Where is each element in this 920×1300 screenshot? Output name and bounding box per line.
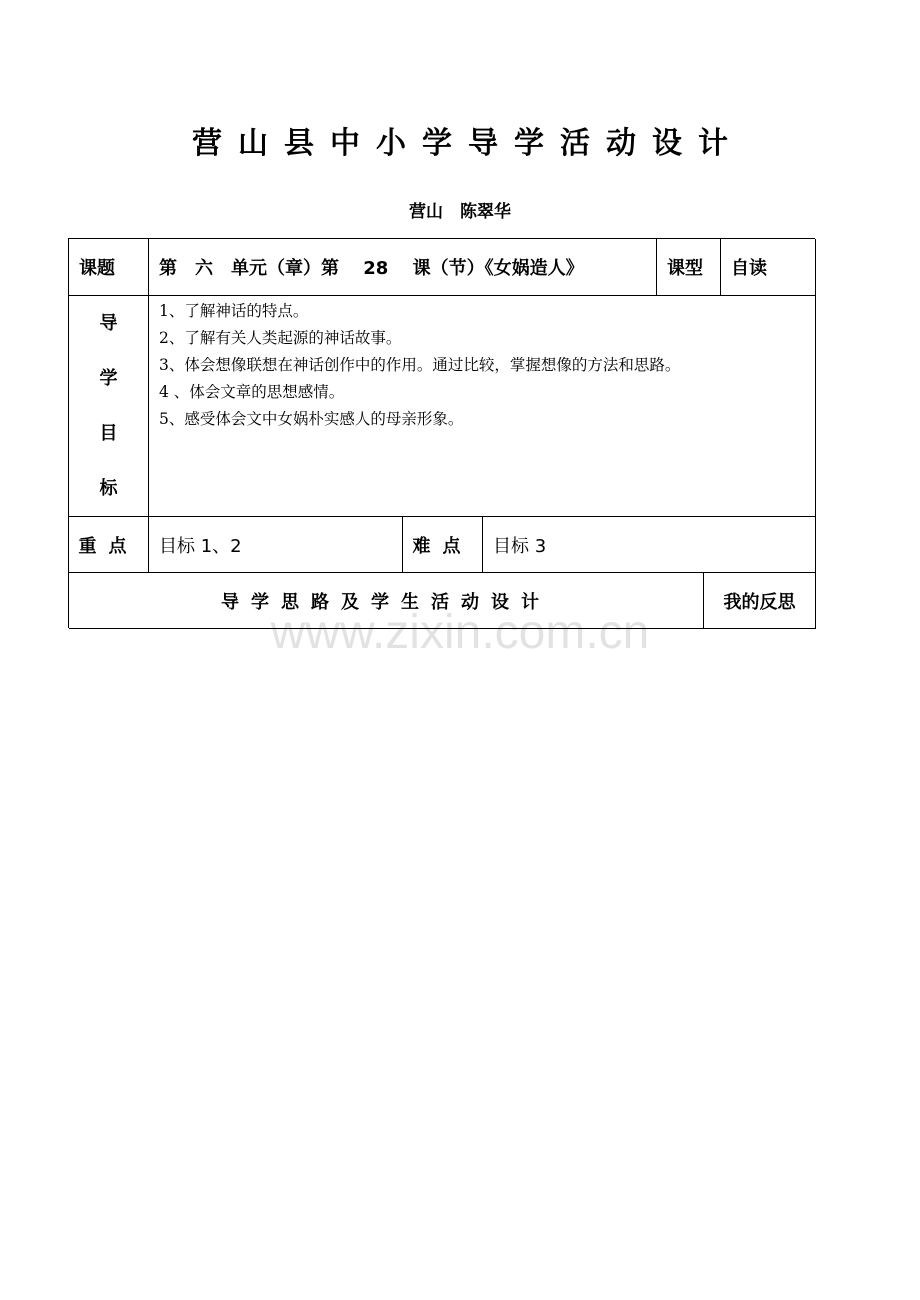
reflection-header: 我的反思: [723, 591, 796, 613]
lesson-design-table: [68, 238, 815, 628]
difficulty-label: 难点: [412, 535, 473, 557]
lesson-title: 第 六 单元（章）第 28 课（节）《女娲造人》: [159, 258, 584, 279]
document-title: 营山县中小学导学活动设计: [192, 126, 744, 161]
type-label: 课型: [667, 258, 703, 279]
difficulty-value-cell: [483, 517, 816, 573]
lesson-cell: [149, 239, 657, 296]
topic-label-cell: [69, 239, 149, 296]
author-line: 营山 陈翠华: [409, 202, 511, 222]
difficulty-value: 目标 3: [493, 535, 547, 557]
key-point-value: 目标 1、2: [159, 535, 242, 557]
type-value: 自读: [731, 258, 767, 279]
objectives-list: [159, 298, 680, 433]
objectives-content-cell: [149, 296, 816, 517]
design-header: 导学思路及学生活动设计: [221, 591, 551, 613]
design-header-cell: [69, 573, 704, 629]
objective-item: 2、了解有关人类起源的神话故事。: [159, 329, 402, 347]
type-value-cell: [721, 239, 816, 296]
watermark: www.zixin.com.cn: [270, 606, 650, 659]
objective-item: 4 、体会文章的思想感情。: [159, 383, 345, 401]
objectives-label-char: 目: [99, 423, 118, 444]
objective-item: 3、体会想像联想在神话创作中的作用。通过比较，掌握想像的方法和思路。: [159, 356, 681, 374]
objectives-label-cell: [69, 296, 149, 517]
reflection-header-cell: [704, 573, 816, 629]
objective-item: 1、了解神话的特点。: [159, 302, 309, 320]
topic-label: 课题: [79, 258, 115, 279]
objective-item: 5、感受体会文中女娲朴实感人的母亲形象。: [159, 410, 464, 428]
difficulty-label-cell: [403, 517, 483, 573]
key-point-label-cell: [69, 517, 149, 573]
objectives-label-char: 导: [99, 313, 118, 334]
type-label-cell: [657, 239, 721, 296]
objectives-label-char: 学: [99, 368, 118, 389]
key-point-label: 重点: [78, 535, 139, 557]
key-point-value-cell: [149, 517, 403, 573]
objectives-label-char: 标: [99, 478, 118, 499]
